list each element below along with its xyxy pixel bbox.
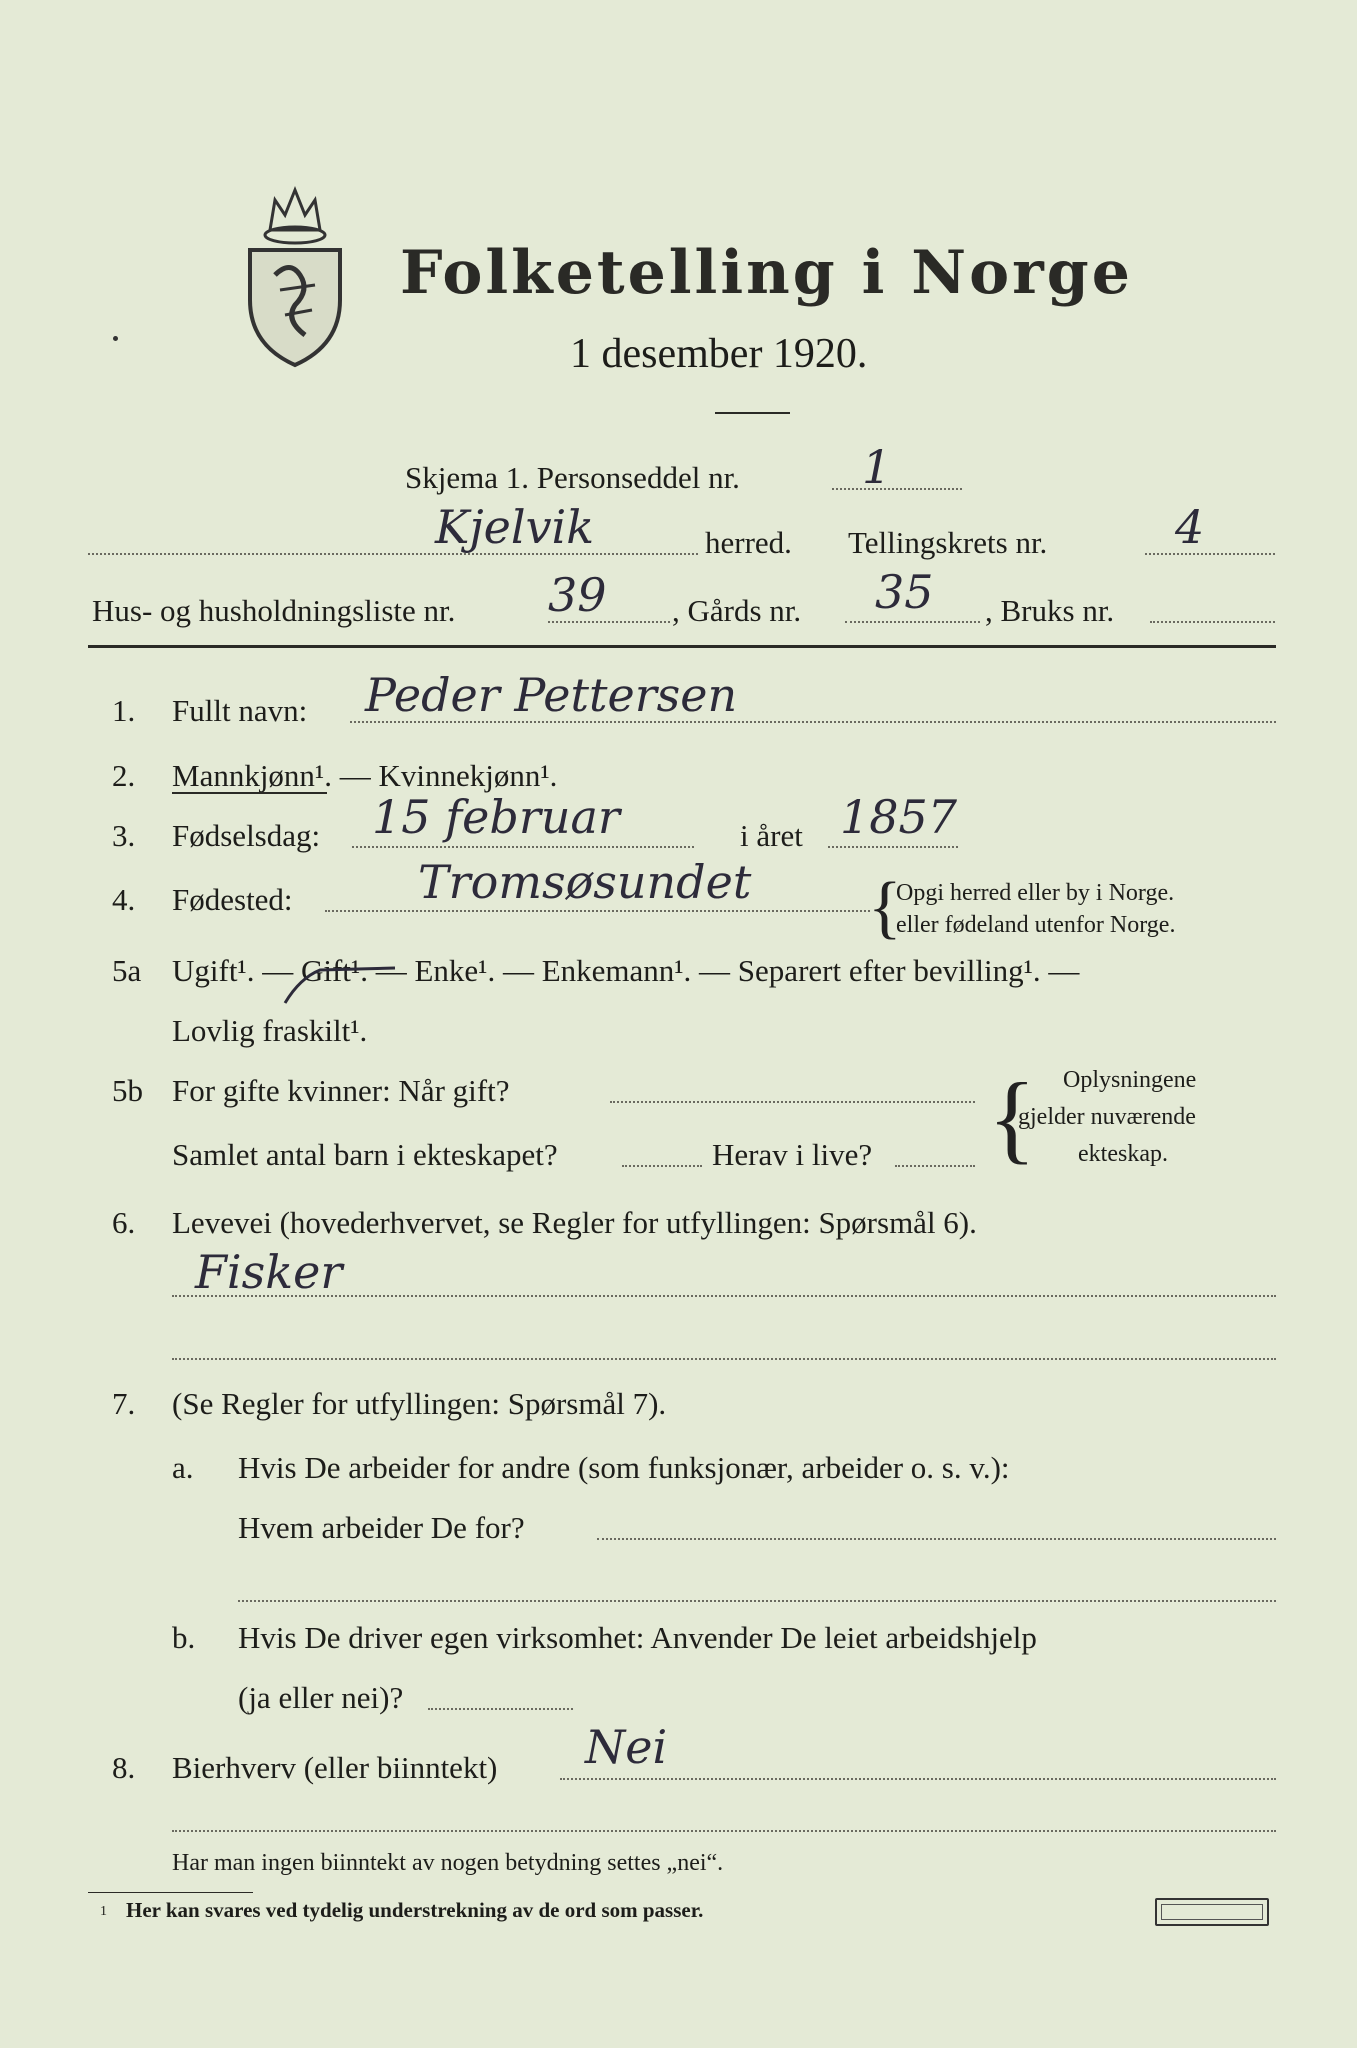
q4-number: 4. — [112, 882, 136, 917]
marital-status-options[interactable]: Ugift¹. — Gift¹. — Enke¹. — Enkemann¹. — Separert efter bevilling¹. — — [172, 953, 1080, 988]
q5b-children-field-line — [622, 1165, 702, 1167]
q5b-note-3: ekteskap. — [1078, 1141, 1168, 1167]
hus-label: Hus- og husholdningsliste nr. — [92, 593, 456, 628]
q4-field-line — [325, 910, 870, 912]
title-divider — [715, 412, 790, 414]
q5b-married-field-line — [610, 1101, 975, 1103]
footnote-mark: 1 — [100, 1904, 107, 1919]
census-date: 1 desember 1920. — [570, 331, 868, 377]
gards-field-line — [845, 621, 980, 623]
gards-label: , Gårds nr. — [672, 593, 802, 628]
q5a-number: 5a — [112, 953, 142, 988]
q5b-brace: { — [988, 1062, 1036, 1173]
q5b-alive-field-line — [895, 1165, 975, 1167]
birthplace-value[interactable]: Tromsøsundet — [418, 855, 752, 909]
tellingskrets-field-line — [1145, 553, 1275, 555]
q7b-letter: b. — [172, 1620, 196, 1655]
gift-underline-mark — [280, 958, 400, 1008]
q5b-note-2: gjelder nuværende — [1018, 1104, 1196, 1130]
hus-value[interactable]: 39 — [548, 568, 607, 622]
q8-number: 8. — [112, 1750, 136, 1785]
q8-label: Bierhverv (eller biinntekt) — [172, 1750, 498, 1785]
q3-label: Fødselsdag: — [172, 818, 321, 853]
q4-label: Fødested: — [172, 882, 293, 917]
q7-number: 7. — [112, 1386, 136, 1421]
bruks-field-line — [1150, 621, 1275, 623]
q3-year-label: i året — [740, 818, 803, 853]
herred-label: herred. — [705, 525, 792, 560]
q8-field-line-2 — [172, 1830, 1276, 1832]
q5b-label: For gifte kvinner: Når gift? — [172, 1073, 510, 1108]
side-income-value[interactable]: Nei — [585, 1720, 668, 1774]
header-divider — [88, 645, 1276, 648]
footnote-divider — [88, 1892, 253, 1893]
norway-coat-of-arms-icon — [240, 180, 350, 370]
q7b-label-2: (ja eller nei)? — [238, 1680, 404, 1715]
herred-value[interactable]: Kjelvik — [435, 500, 595, 554]
q6-label: Levevei (hovederhvervet, se Regler for utfyllingen: Spørsmål 6). — [172, 1205, 977, 1240]
full-name-value[interactable]: Peder Pettersen — [365, 668, 738, 722]
q3-year-field-line — [828, 846, 958, 848]
birth-date-value[interactable]: 15 februar — [372, 790, 620, 844]
q7-label: (Se Regler for utfyllingen: Spørsmål 7). — [172, 1386, 667, 1421]
q4-note-2: eller fødeland utenfor Norge. — [896, 912, 1176, 938]
gender-options[interactable]: Mannkjønn¹. — Kvinnekjønn¹. — [172, 758, 558, 793]
occupation-value[interactable]: Fisker — [195, 1245, 343, 1299]
q7a-label-2: Hvem arbeider De for? — [238, 1510, 525, 1545]
q4-brace: { — [868, 869, 902, 946]
q7a-field-line-2 — [238, 1600, 1276, 1602]
q5b-note-1: Oplysningene — [1063, 1067, 1197, 1093]
q7b-field-line — [428, 1708, 573, 1710]
margin-dot — [113, 336, 118, 341]
q6-field-line-2 — [172, 1358, 1276, 1360]
q8-field-line-1 — [560, 1778, 1276, 1780]
birth-year-value[interactable]: 1857 — [840, 790, 958, 844]
q4-note-1: Opgi herred eller by i Norge. — [896, 880, 1175, 906]
printer-stamp — [1155, 1898, 1269, 1926]
tellingskrets-label: Tellingskrets nr. — [848, 525, 1048, 560]
q2-number: 2. — [112, 758, 136, 793]
q7a-letter: a. — [172, 1450, 194, 1485]
bruks-label: , Bruks nr. — [985, 593, 1115, 628]
q5b-number: 5b — [112, 1073, 143, 1108]
q6-field-line-1 — [172, 1295, 1276, 1297]
q5b-children-label: Samlet antal barn i ekteskapet? — [172, 1137, 558, 1172]
personseddel-field-line — [832, 488, 962, 490]
q1-label: Fullt navn: — [172, 693, 308, 728]
q1-number: 1. — [112, 693, 136, 728]
q5b-alive-label: Herav i live? — [712, 1137, 873, 1172]
tellingskrets-value[interactable]: 4 — [1175, 500, 1205, 554]
gender-underline — [172, 792, 327, 794]
q7a-field-line-1 — [597, 1538, 1276, 1540]
marital-status-options-2[interactable]: Lovlig fraskilt¹. — [172, 1013, 368, 1048]
skjema-label: Skjema 1. Personseddel nr. — [405, 460, 740, 495]
footnote: Her kan svares ved tydelig understrekning av de ord som passer. — [126, 1898, 704, 1922]
footer-note: Har man ingen biinntekt av nogen betydning settes „nei“. — [172, 1850, 724, 1876]
q3-number: 3. — [112, 818, 136, 853]
q6-number: 6. — [112, 1205, 136, 1240]
herred-field-line — [88, 553, 698, 555]
q7a-label: Hvis De arbeider for andre (som funksjonær, arbeider o. s. v.): — [238, 1450, 1010, 1485]
gards-value[interactable]: 35 — [875, 565, 934, 619]
page-title: Folketelling i Norge — [400, 238, 1133, 308]
q7b-label: Hvis De driver egen virksomhet: Anvender De leiet arbeidshjelp — [238, 1620, 1037, 1655]
personseddel-nr-value[interactable]: 1 — [862, 440, 892, 494]
q3-field-line — [352, 846, 694, 848]
